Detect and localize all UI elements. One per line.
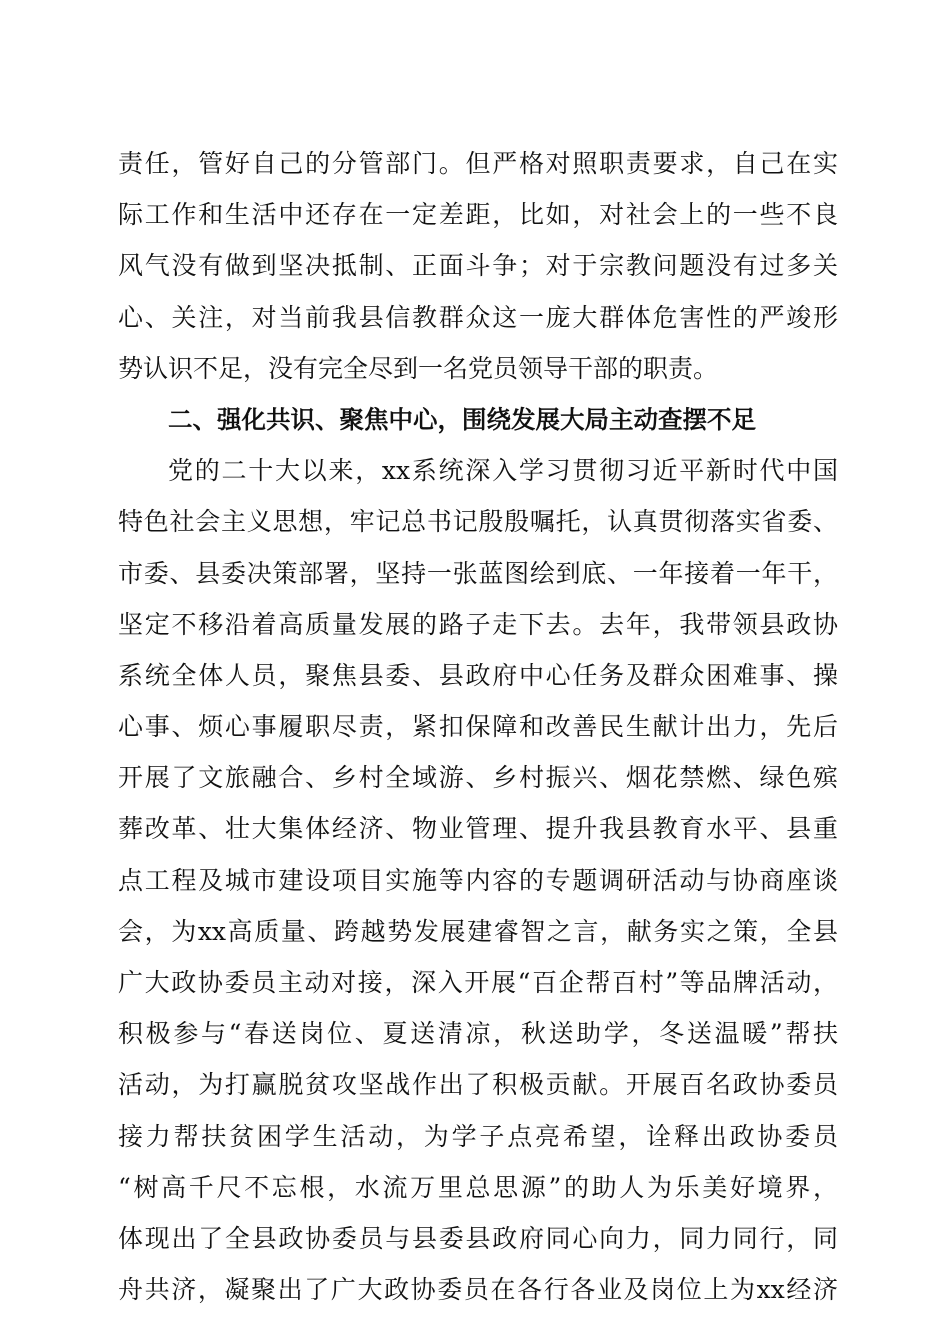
paragraph-line: 系统全体人员，聚焦县委、县政府中心任务及群众困难事、操 <box>118 660 838 690</box>
paragraph-line: “树高千尺不忘根，水流万里总思源”的助人为乐美好境界， <box>118 1172 838 1202</box>
paragraph-line: 活动，为打赢脱贫攻坚战作出了积极贡献。开展百名政协委员 <box>118 1070 838 1100</box>
paragraph-line: 点工程及城市建设项目实施等内容的专题调研活动与协商座谈 <box>118 865 838 895</box>
paragraph-line: 势认识不足，没有完全尽到一名党员领导干部的职责。 <box>118 353 719 383</box>
paragraph-line: 心事、烦心事履职尽责，紧扣保障和改善民生献计出力，先后 <box>118 712 838 742</box>
paragraph-first-line: 党的二十大以来，xx系统深入学习贯彻习近平新时代中国 <box>168 456 838 486</box>
paragraph-line: 接力帮扶贫困学生活动，为学子点亮希望，诠释出政协委员 <box>118 1121 838 1151</box>
paragraph-line: 葬改革、壮大集体经济、物业管理、提升我县教育水平、县重 <box>118 814 838 844</box>
paragraph-line: 特色社会主义思想，牢记总书记殷殷嘱托，认真贯彻落实省委、 <box>118 507 838 537</box>
paragraph-line: 风气没有做到坚决抵制、正面斗争；对于宗教问题没有过多关 <box>118 251 838 281</box>
paragraph-line: 舟共济，凝聚出了广大政协委员在各行各业及岗位上为xx经济 <box>118 1275 838 1305</box>
section-heading: 二、强化共识、聚焦中心，围绕发展大局主动查摆不足 <box>168 404 756 434</box>
paragraph-line: 市委、县委决策部署，坚持一张蓝图绘到底、一年接着一年干， <box>118 558 838 588</box>
paragraph-line: 会，为xx高质量、跨越势发展建睿智之言，献务实之策，全县 <box>118 916 838 946</box>
paragraph-line: 广大政协委员主动对接，深入开展“百企帮百村”等品牌活动， <box>118 968 838 997</box>
document-body <box>118 138 838 1315</box>
paragraph-line: 责任，管好自己的分管部门。但严格对照职责要求，自己在实 <box>118 149 838 178</box>
paragraph-line: 际工作和生活中还存在一定差距，比如，对社会上的一些不良 <box>118 200 838 230</box>
paragraph-line: 体现出了全县政协委员与县委县政府同心向力，同力同行，同 <box>118 1223 838 1253</box>
paragraph-line: 坚定不移沿着高质量发展的路子走下去。去年，我带领县政协 <box>118 609 838 639</box>
paragraph-line: 开展了文旅融合、乡村全域游、乡村振兴、烟花禁燃、绿色殡 <box>118 763 838 793</box>
paragraph-line: 心、关注，对当前我县信教群众这一庞大群体危害性的严竣形 <box>118 302 838 332</box>
paragraph-line: 积极参与“春送岗位、夏送清凉，秋送助学，冬送温暖”帮扶 <box>118 1019 838 1049</box>
